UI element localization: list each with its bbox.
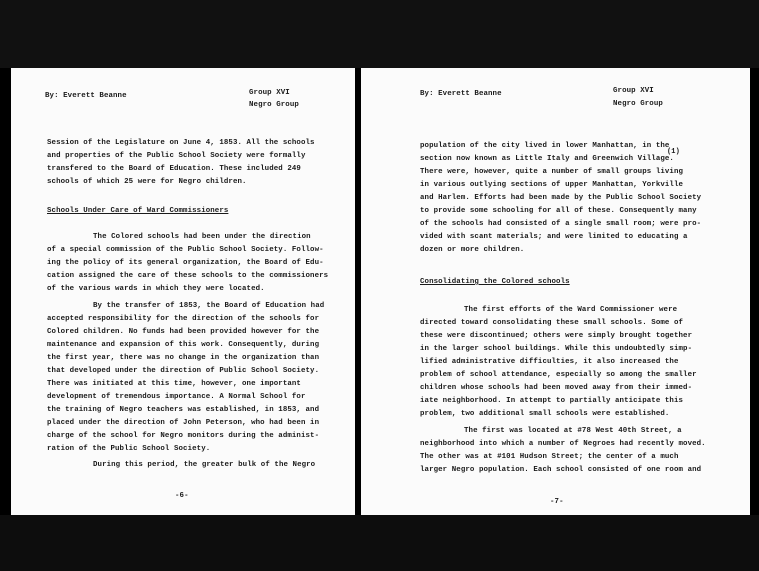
text-line: children whose schools had been moved away from their immed- (420, 384, 693, 392)
page-number: -7- (550, 498, 564, 506)
text-line: that developed under the direction of Public School Society. (47, 367, 320, 375)
text-line: During this period, the greater bulk of the Negro (93, 461, 316, 469)
text-line: charge of the school for Negro monitors during the administ- (47, 432, 320, 440)
text-line: There was initiated at this time, however, one important (47, 380, 301, 388)
text-line: to provide some schooling for all of these. Consequently many (420, 207, 697, 215)
scan-border-top (0, 0, 759, 68)
left-page (11, 68, 355, 515)
subgroup-label: Negro Group (613, 100, 663, 108)
text-line: population of the city lived in lower Manhattan, in the (420, 142, 670, 150)
section-heading: Consolidating the Colored schools (420, 278, 570, 286)
text-line: and properties of the Public School Society were formally (47, 152, 306, 160)
group-label: Group XVI (613, 87, 654, 95)
text-line: problem, two additional small schools were established. (420, 410, 670, 418)
text-line: ing the policy of its general organization, the Board of Edu- (47, 259, 324, 267)
text-line: of the various wards in which they were located. (47, 285, 265, 293)
text-line: and Harlem. Efforts had been made by the Public School Society (420, 194, 702, 202)
text-line: section now known as Little Italy and Greenwich Village. (420, 155, 674, 163)
text-line: Session of the Legislature on June 4, 1853. All the schools (47, 139, 315, 147)
author-line: By: Everett Beanne (420, 90, 502, 98)
text-line: Colored children. No funds had been provided however for the (47, 328, 320, 336)
text-line: problem of school attendance, especially so among the smaller (420, 371, 697, 379)
text-line: ration of the Public School Society. (47, 445, 211, 453)
text-line: maintenance and expansion of this work. Consequently, during (47, 341, 320, 349)
right-page (361, 68, 750, 515)
text-line: The first efforts of the Ward Commissioner were (464, 306, 678, 314)
text-line: in the larger school buildings. While this undoubtedly simp- (420, 345, 693, 353)
text-line: schools of which 25 were for Negro children. (47, 178, 247, 186)
text-line: placed under the direction of John Peterson, who had been in (47, 419, 320, 427)
footnote-marker: (1) (667, 148, 680, 156)
text-line: dozen or more children. (420, 246, 525, 254)
text-line: of a special commission of the Public School Society. Follow- (47, 246, 324, 254)
group-label: Group XVI (249, 89, 290, 97)
text-line: cation assigned the care of these schools to the commissioners (47, 272, 329, 280)
text-line: lified administrative difficulties, it also increased the (420, 358, 679, 366)
text-line: accepted responsibility for the direction of the schools for (47, 315, 320, 323)
text-line: The Colored schools had been under the direction (93, 233, 311, 241)
text-line: neighborhood into which a number of Negroes had recently moved. (420, 440, 706, 448)
text-line: The first was located at #78 West 40th Street, a (464, 427, 682, 435)
text-line: the first year, there was no change in the organization than (47, 354, 320, 362)
text-line: larger Negro population. Each school consisted of one room and (420, 466, 702, 474)
text-line: the training of Negro teachers was established, in 1853, and (47, 406, 320, 414)
text-line: The other was at #101 Hudson Street; the center of a much (420, 453, 679, 461)
text-line: transfered to the Board of Education. These included 249 (47, 165, 301, 173)
text-line: iate neighborhood. In attempt to partially anticipate this (420, 397, 684, 405)
section-heading: Schools Under Care of Ward Commissioners (47, 207, 229, 215)
text-line: By the transfer of 1853, the Board of Education had (93, 302, 325, 310)
author-line: By: Everett Beanne (45, 92, 127, 100)
text-line: of the schools had consisted of a single small room; were pro- (420, 220, 702, 228)
text-line: these were discontinued; others were simply brought together (420, 332, 693, 340)
scan-border-bottom (0, 515, 759, 571)
text-line: in various outlying sections of upper Manhattan, Yorkville (420, 181, 684, 189)
page-number: -6- (175, 492, 189, 500)
text-line: development of tremendous importance. A Normal School for (47, 393, 306, 401)
text-line: vided with scant materials; and were limited to educating a (420, 233, 688, 241)
text-line: directed toward consolidating these small schools. Some of (420, 319, 684, 327)
subgroup-label: Negro Group (249, 101, 299, 109)
text-line: There were, however, quite a number of small groups living (420, 168, 684, 176)
